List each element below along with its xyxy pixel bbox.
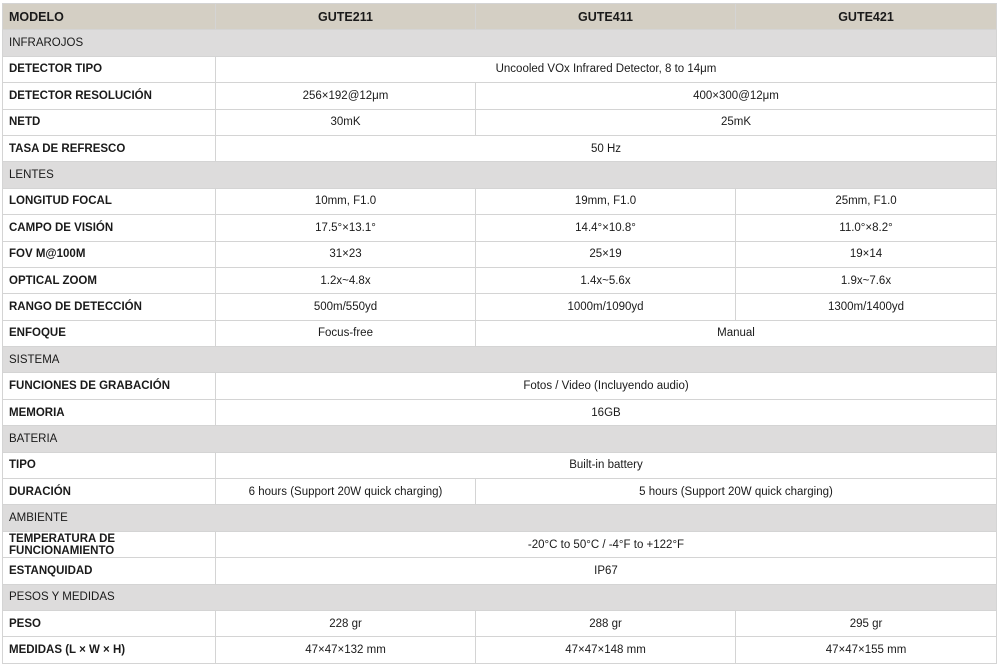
spec-label: FUNCIONES DE GRABACIÓN [3, 373, 216, 399]
spec-value: 295 gr [736, 610, 997, 636]
section-title: BATERIA [3, 426, 997, 452]
section-row [3, 30, 997, 56]
spec-label: DETECTOR TIPO [3, 56, 216, 82]
spec-label: DETECTOR RESOLUCIÓN [3, 83, 216, 109]
spec-value: 500m/550yd [216, 294, 476, 320]
model-gute421-header: GUTE421 [736, 4, 997, 30]
spec-label: NETD [3, 109, 216, 135]
spec-value: Manual [476, 320, 997, 346]
spec-label: TIPO [3, 452, 216, 478]
table-row [3, 479, 997, 505]
section-title: INFRAROJOS [3, 30, 997, 56]
spec-value: 10mm, F1.0 [216, 188, 476, 214]
model-gute211-header: GUTE211 [216, 4, 476, 30]
spec-value: 288 gr [476, 610, 736, 636]
spec-value: 25mK [476, 109, 997, 135]
spec-label: ENFOQUE [3, 320, 216, 346]
table-row [3, 56, 997, 82]
spec-value: 50 Hz [216, 135, 997, 161]
table-row [3, 531, 997, 557]
table-row [3, 215, 997, 241]
spec-value: 1.4x~5.6x [476, 267, 736, 293]
spec-table [2, 3, 997, 664]
table-row [3, 558, 997, 584]
spec-value: 1000m/1090yd [476, 294, 736, 320]
spec-value: 5 hours (Support 20W quick charging) [476, 479, 997, 505]
spec-label: MEMORIA [3, 399, 216, 425]
spec-value: 6 hours (Support 20W quick charging) [216, 479, 476, 505]
section-title: PESOS Y MEDIDAS [3, 584, 997, 610]
spec-value: -20°C to 50°C / -4°F to +122°F [216, 531, 997, 557]
spec-label: RANGO DE DETECCIÓN [3, 294, 216, 320]
spec-value: 25×19 [476, 241, 736, 267]
table-row [3, 320, 997, 346]
section-title: SISTEMA [3, 347, 997, 373]
spec-value: 1300m/1400yd [736, 294, 997, 320]
spec-label: ESTANQUIDAD [3, 558, 216, 584]
spec-value: 11.0°×8.2° [736, 215, 997, 241]
table-header-row [3, 4, 997, 30]
spec-value: 14.4°×10.8° [476, 215, 736, 241]
spec-label: TASA DE REFRESCO [3, 135, 216, 161]
table-row [3, 452, 997, 478]
table-row [3, 83, 997, 109]
spec-value: 400×300@12μm [476, 83, 997, 109]
section-row [3, 426, 997, 452]
spec-label: PESO [3, 610, 216, 636]
spec-value: 47×47×132 mm [216, 637, 476, 663]
section-row [3, 347, 997, 373]
spec-value: 16GB [216, 399, 997, 425]
table-row [3, 294, 997, 320]
spec-value: 1.2x~4.8x [216, 267, 476, 293]
table-row [3, 637, 997, 663]
spec-value: 17.5°×13.1° [216, 215, 476, 241]
spec-value: 31×23 [216, 241, 476, 267]
spec-value: 19×14 [736, 241, 997, 267]
spec-label: TEMPERATURA DE FUNCIONAMIENTO [3, 531, 216, 557]
spec-value: 47×47×148 mm [476, 637, 736, 663]
table-row [3, 399, 997, 425]
spec-value: 30mK [216, 109, 476, 135]
table-row [3, 109, 997, 135]
table-row [3, 188, 997, 214]
spec-value: Uncooled VOx Infrared Detector, 8 to 14μm [216, 56, 997, 82]
spec-label: LONGITUD FOCAL [3, 188, 216, 214]
spec-value: Focus-free [216, 320, 476, 346]
spec-value: 25mm, F1.0 [736, 188, 997, 214]
table-row [3, 373, 997, 399]
model-gute411-header: GUTE411 [476, 4, 736, 30]
spec-value: IP67 [216, 558, 997, 584]
spec-value: 1.9x~7.6x [736, 267, 997, 293]
section-title: LENTES [3, 162, 997, 188]
spec-value: 228 gr [216, 610, 476, 636]
spec-label: MEDIDAS (L × W × H) [3, 637, 216, 663]
spec-value: 47×47×155 mm [736, 637, 997, 663]
section-row [3, 162, 997, 188]
table-row [3, 610, 997, 636]
table-row [3, 241, 997, 267]
section-row [3, 584, 997, 610]
section-row [3, 505, 997, 531]
model-header: MODELO [3, 4, 216, 30]
spec-label: OPTICAL ZOOM [3, 267, 216, 293]
spec-value: Fotos / Video (Incluyendo audio) [216, 373, 997, 399]
section-title: AMBIENTE [3, 505, 997, 531]
table-row [3, 135, 997, 161]
spec-value: Built-in battery [216, 452, 997, 478]
spec-table-body [3, 4, 997, 664]
spec-label: FOV M@100M [3, 241, 216, 267]
spec-value: 256×192@12μm [216, 83, 476, 109]
spec-label: DURACIÓN [3, 479, 216, 505]
table-row [3, 267, 997, 293]
spec-value: 19mm, F1.0 [476, 188, 736, 214]
spec-label: CAMPO DE VISIÓN [3, 215, 216, 241]
